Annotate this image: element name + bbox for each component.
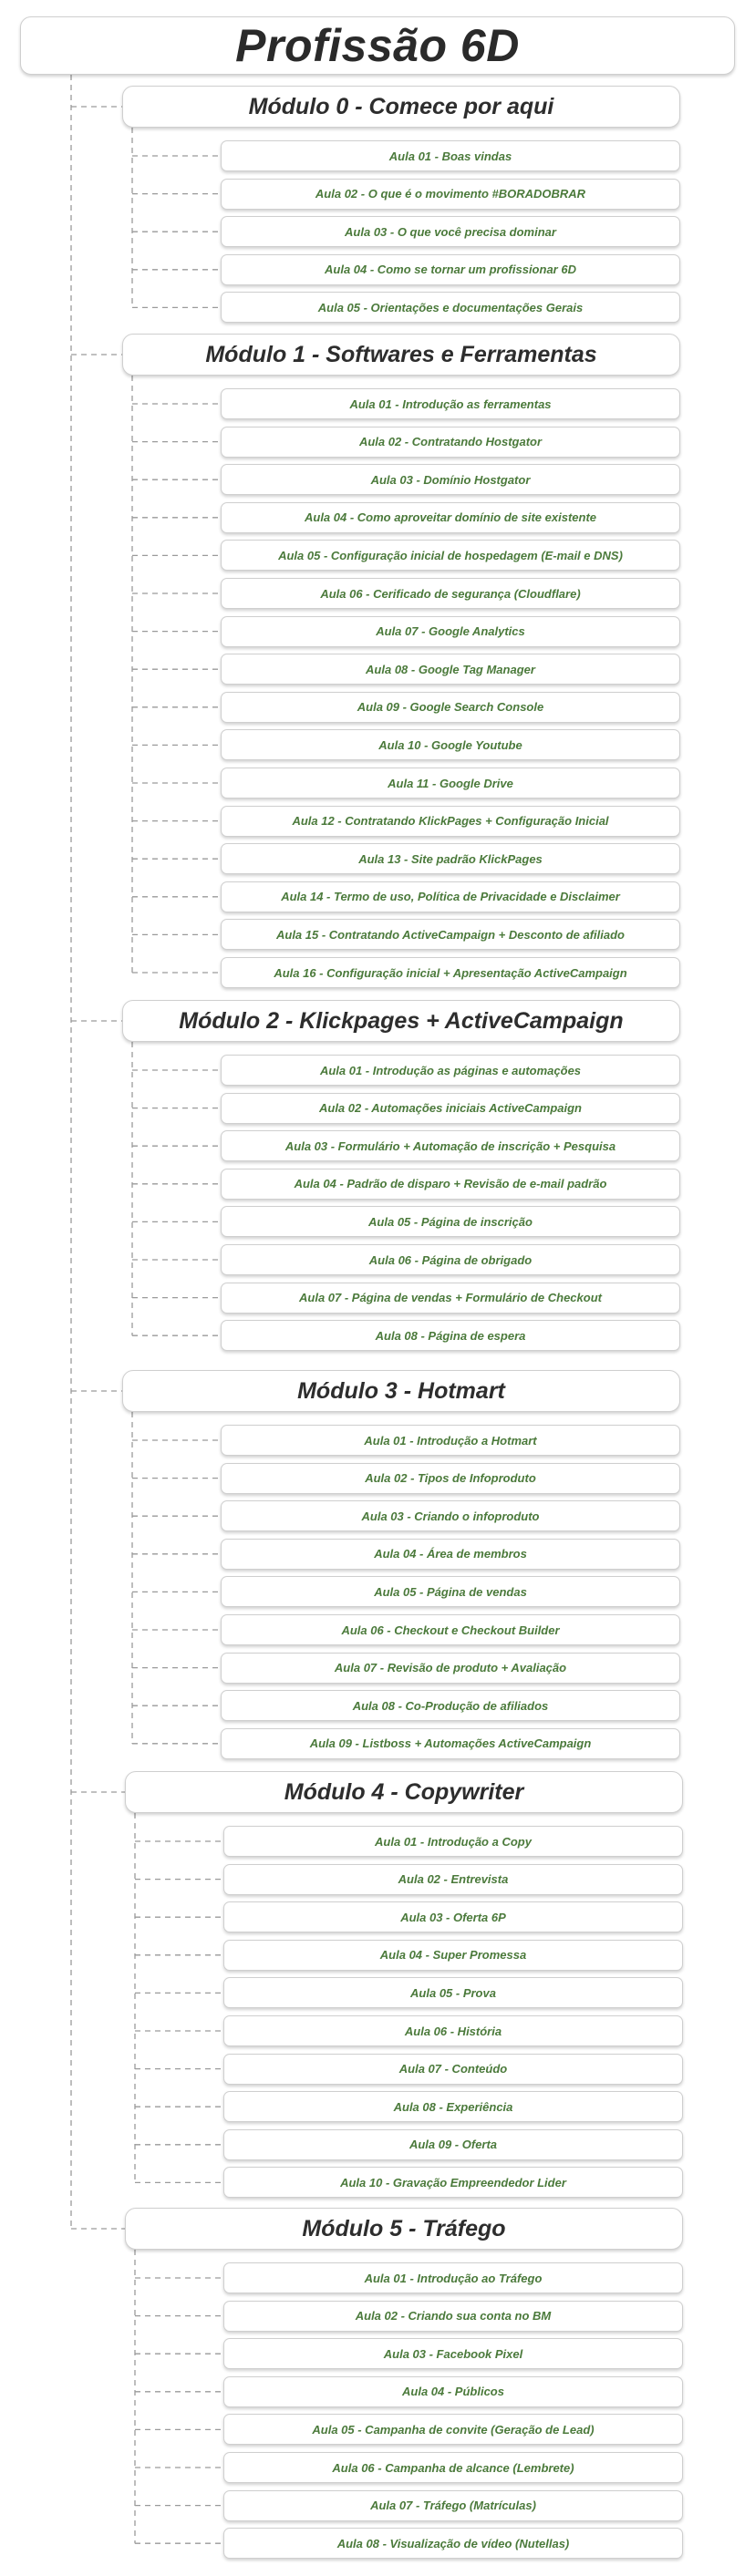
lesson-box: Aula 06 - Página de obrigado [221,1244,680,1275]
lesson-box: Aula 02 - Automações iniciais ActiveCampaign [221,1093,680,1124]
course-title: Profissão 6D [20,16,735,75]
lesson-box: Aula 03 - Domínio Hostgator [221,464,680,495]
lesson-box: Aula 05 - Configuração inicial de hospedagem (E-mail e DNS) [221,540,680,571]
lesson-box: Aula 08 - Experiência [223,2091,683,2122]
lesson-box: Aula 16 - Configuração inicial + Apresentação ActiveCampaign [221,957,680,988]
lesson-box: Aula 04 - Padrão de disparo + Revisão de e-mail padrão [221,1169,680,1200]
lesson-box: Aula 02 - O que é o movimento #BORADOBRAR [221,179,680,210]
lesson-box: Aula 08 - Visualização de vídeo (Nutellas) [223,2528,683,2559]
lesson-box: Aula 06 - Checkout e Checkout Builder [221,1614,680,1645]
lesson-box: Aula 02 - Criando sua conta no BM [223,2301,683,2332]
lesson-box: Aula 02 - Contratando Hostgator [221,427,680,458]
lesson-box: Aula 01 - Introdução a Hotmart [221,1425,680,1456]
lesson-box: Aula 04 - Como se tornar um profissionar 6D [221,254,680,285]
lesson-box: Aula 09 - Listboss + Automações ActiveCampaign [221,1728,680,1759]
module-box: Módulo 0 - Comece por aqui [122,86,680,128]
lesson-box: Aula 10 - Gravação Empreendedor Lider [223,2167,683,2198]
lesson-box: Aula 03 - Criando o infoproduto [221,1500,680,1531]
lesson-box: Aula 05 - Página de vendas [221,1576,680,1607]
lesson-box: Aula 06 - Cerificado de segurança (Cloudflare) [221,578,680,609]
lesson-box: Aula 03 - Facebook Pixel [223,2338,683,2369]
lesson-box: Aula 09 - Oferta [223,2129,683,2160]
lesson-box: Aula 01 - Introdução ao Tráfego [223,2262,683,2293]
lesson-box: Aula 07 - Revisão de produto + Avaliação [221,1653,680,1684]
module-box: Módulo 5 - Tráfego [125,2208,683,2250]
lesson-box: Aula 01 - Introdução a Copy [223,1826,683,1857]
lesson-box: Aula 04 - Super Promessa [223,1940,683,1971]
lesson-box: Aula 01 - Introdução as ferramentas [221,388,680,419]
lesson-box: Aula 01 - Boas vindas [221,140,680,171]
lesson-box: Aula 03 - Oferta 6P [223,1901,683,1932]
lesson-box: Aula 05 - Campanha de convite (Geração de Lead) [223,2414,683,2445]
lesson-box: Aula 13 - Site padrão KlickPages [221,843,680,874]
module-box: Módulo 3 - Hotmart [122,1370,680,1412]
lesson-box: Aula 11 - Google Drive [221,768,680,799]
lesson-box: Aula 07 - Tráfego (Matrículas) [223,2490,683,2521]
lesson-box: Aula 15 - Contratando ActiveCampaign + Desconto de afiliado [221,919,680,950]
lesson-box: Aula 08 - Co-Produção de afiliados [221,1690,680,1721]
lesson-box: Aula 04 - Públicos [223,2376,683,2407]
lesson-box: Aula 05 - Página de inscrição [221,1206,680,1237]
lesson-box: Aula 06 - Campanha de alcance (Lembrete) [223,2452,683,2483]
module-box: Módulo 1 - Softwares e Ferramentas [122,334,680,376]
module-box: Módulo 4 - Copywriter [125,1771,683,1813]
lesson-box: Aula 02 - Entrevista [223,1864,683,1895]
lesson-box: Aula 07 - Página de vendas + Formulário de Checkout [221,1283,680,1314]
lesson-box: Aula 07 - Google Analytics [221,616,680,647]
lesson-box: Aula 03 - O que você precisa dominar [221,216,680,247]
lesson-box: Aula 14 - Termo de uso, Política de Privacidade e Disclaimer [221,881,680,912]
lesson-box: Aula 10 - Google Youtube [221,729,680,760]
lesson-box: Aula 12 - Contratando KlickPages + Configuração Inicial [221,806,680,837]
lesson-box: Aula 05 - Prova [223,1977,683,2008]
lesson-box: Aula 02 - Tipos de Infoproduto [221,1463,680,1494]
lesson-box: Aula 03 - Formulário + Automação de inscrição + Pesquisa [221,1130,680,1161]
lesson-box: Aula 04 - Área de membros [221,1539,680,1570]
lesson-box: Aula 09 - Google Search Console [221,692,680,723]
lesson-box: Aula 08 - Página de espera [221,1320,680,1351]
lesson-box: Aula 08 - Google Tag Manager [221,654,680,685]
lesson-box: Aula 01 - Introdução as páginas e automações [221,1055,680,1086]
lesson-box: Aula 06 - História [223,2015,683,2046]
module-box: Módulo 2 - Klickpages + ActiveCampaign [122,1000,680,1042]
lesson-box: Aula 07 - Conteúdo [223,2054,683,2085]
lesson-box: Aula 04 - Como aproveitar domínio de site existente [221,502,680,533]
lesson-box: Aula 05 - Orientações e documentações Gerais [221,292,680,323]
